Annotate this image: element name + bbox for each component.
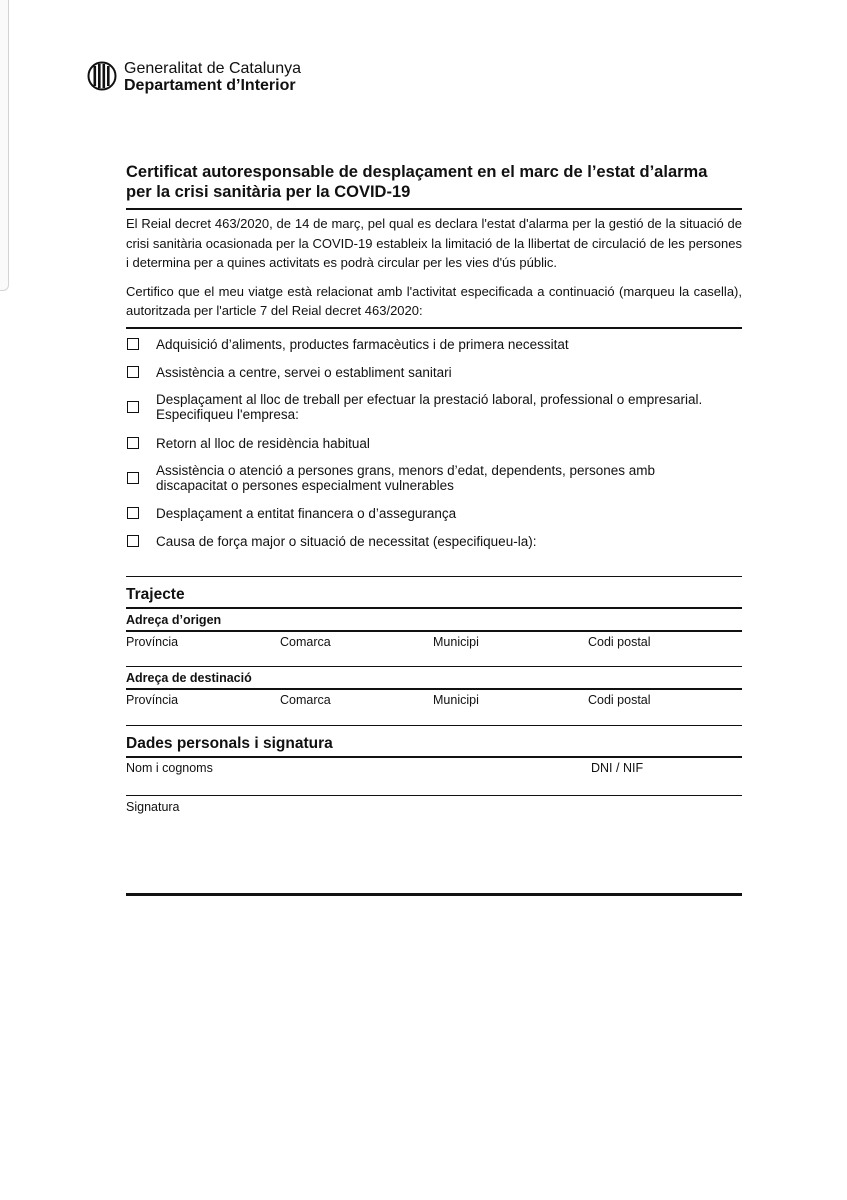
origin-codi-postal-label: Codi postal xyxy=(588,634,651,649)
department-name: Departament d’Interior xyxy=(124,77,296,94)
option-label: Desplaçament a entitat financera o d’assegurança xyxy=(156,505,457,521)
option-checkbox[interactable] xyxy=(127,366,139,378)
destination-label: Adreça de destinació xyxy=(126,670,252,685)
origin-fields xyxy=(126,635,742,650)
intro-paragraph: El Reial decret 463/2020, de 14 de març, pel qual es declara l'estat d'alarma per la gestió de la situació de crisi sanitària ocasionada per la COVID-19 estableix la limitació de la llibertat de circulació de les persones i determina per a quines activitats es podrà circular per les vies d'ús públic. xyxy=(126,216,742,270)
option-checkbox[interactable] xyxy=(127,535,139,547)
org-name: Generalitat de Catalunya xyxy=(124,60,301,77)
destination-codi-postal-label: Codi postal xyxy=(588,692,651,707)
origin-provincia-label: Província xyxy=(126,634,179,649)
activity-option xyxy=(126,364,742,381)
option-checkbox[interactable] xyxy=(127,472,139,484)
option-label-line1: Desplaçament al lloc de treball per efectuar la prestació laboral, professional o empresarial. xyxy=(156,391,703,407)
option-label: Retorn al lloc de residència habitual xyxy=(156,435,370,451)
option-label: Assistència a centre, servei o establiment sanitari xyxy=(156,364,452,380)
document-title-line1: Certificat autoresponsable de desplaçament en el marc de l’estat d’alarma xyxy=(126,163,708,181)
catalan-flag-bars-icon xyxy=(87,61,117,91)
destination-comarca-label: Comarca xyxy=(280,692,331,707)
origin-municipi-label: Municipi xyxy=(433,634,479,649)
option-checkbox[interactable] xyxy=(127,507,139,519)
option-label: Adquisició d’aliments, productes farmacèutics i de primera necessitat xyxy=(156,336,569,352)
option-label xyxy=(156,392,702,422)
personal-title: Dades personals i signatura xyxy=(126,735,333,752)
logo-svg xyxy=(87,61,117,91)
form-bottom-border xyxy=(126,893,742,896)
option-label-line2: Especifiqueu l'empresa: xyxy=(156,406,299,422)
destination-fields-divider xyxy=(126,688,742,690)
option-label: Causa de força major o situació de necessitat (especifiqueu-la): xyxy=(156,533,537,549)
title-divider xyxy=(126,208,742,210)
origin-label: Adreça d’origen xyxy=(126,612,222,627)
signature-label: Signatura xyxy=(126,799,180,814)
origin-comarca-label: Comarca xyxy=(280,634,331,649)
origin-fill-line[interactable] xyxy=(126,666,742,667)
personal-fields-divider xyxy=(126,756,742,758)
option-label-line2: discapacitat o persones especialment vulnerables xyxy=(156,477,454,493)
options-divider xyxy=(126,327,742,329)
signature-area[interactable] xyxy=(126,815,742,893)
activity-option xyxy=(126,505,742,522)
option-checkbox[interactable] xyxy=(127,437,139,449)
option-checkbox[interactable] xyxy=(127,338,139,350)
destination-municipi-label: Municipi xyxy=(433,692,479,707)
destination-provincia-label: Província xyxy=(126,692,179,707)
id-label: DNI / NIF xyxy=(591,760,644,775)
activity-option xyxy=(126,336,742,353)
destination-fields xyxy=(126,693,742,708)
option-checkbox[interactable] xyxy=(127,401,139,413)
document-title-line2: per la crisi sanitària per la COVID-19 xyxy=(126,183,411,201)
personal-divider xyxy=(126,725,742,727)
certify-paragraph: Certifico que el meu viatge està relacionat amb l'activitat especificada a continuació (marqueu la casella), autoritzada per l'article 7 del Reial decret 463/2020: xyxy=(126,283,742,318)
activity-option xyxy=(126,533,742,550)
activity-option xyxy=(126,462,742,494)
certificate-form xyxy=(126,162,742,896)
option-label-line1: Assistència o atenció a persones grans, menors d’edat, dependents, persones amb xyxy=(156,462,656,478)
document-title xyxy=(126,162,742,202)
trajecte-divider xyxy=(126,576,742,578)
origin-fields-divider xyxy=(126,630,742,632)
personal-fields xyxy=(126,761,742,776)
activity-option xyxy=(126,435,742,452)
page-edge xyxy=(0,0,9,291)
name-fill-line[interactable] xyxy=(126,795,742,796)
name-label: Nom i cognoms xyxy=(126,760,213,775)
origin-divider xyxy=(126,607,742,609)
activity-option xyxy=(126,391,742,423)
activity-options xyxy=(126,336,742,550)
option-label xyxy=(156,463,655,493)
trajecte-title: Trajecte xyxy=(126,586,185,603)
